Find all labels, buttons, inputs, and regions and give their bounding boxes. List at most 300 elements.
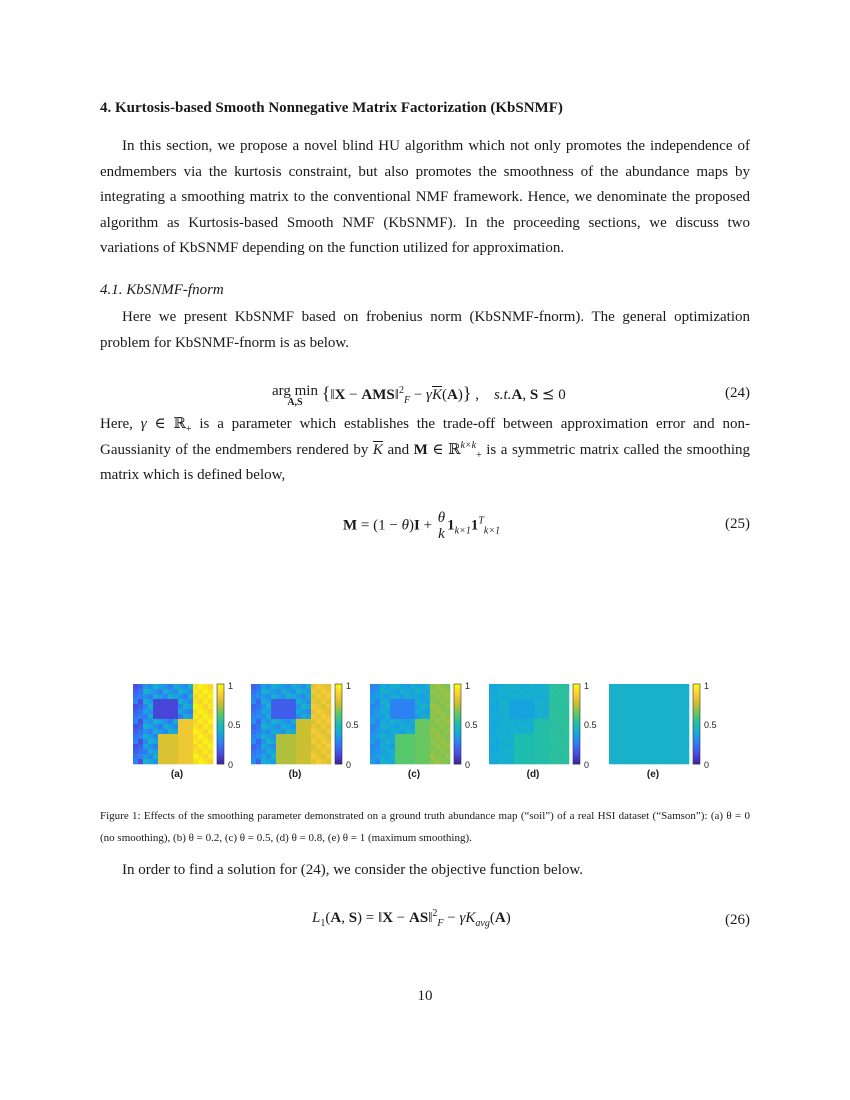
abundance-pixel bbox=[544, 689, 549, 694]
abundance-pixel bbox=[148, 719, 153, 724]
abundance-pixel bbox=[390, 709, 395, 714]
abundance-pixel bbox=[188, 744, 193, 749]
abundance-pixel bbox=[306, 719, 311, 724]
abundance-pixel bbox=[276, 734, 281, 739]
abundance-pixel bbox=[286, 694, 291, 699]
equation-24-number: (24) bbox=[725, 385, 750, 401]
abundance-pixel bbox=[168, 754, 173, 759]
abundance-pixel bbox=[193, 724, 198, 729]
abundance-pixel bbox=[494, 734, 499, 739]
abundance-pixel bbox=[178, 704, 183, 709]
colorbar-tick-label: 0 bbox=[704, 760, 710, 770]
abundance-pixel bbox=[435, 744, 440, 749]
abundance-pixel bbox=[410, 724, 415, 729]
abundance-pixel bbox=[133, 714, 138, 719]
abundance-pixel bbox=[549, 749, 554, 754]
abundance-pixel bbox=[554, 719, 559, 724]
abundance-pixel bbox=[405, 709, 410, 714]
abundance-pixel bbox=[514, 709, 519, 714]
abundance-pixel bbox=[193, 694, 198, 699]
abundance-pixel bbox=[634, 689, 639, 694]
abundance-pixel bbox=[614, 684, 619, 689]
abundance-pixel bbox=[321, 689, 326, 694]
abundance-pixel bbox=[529, 759, 534, 764]
abundance-pixel bbox=[534, 724, 539, 729]
abundance-pixel bbox=[390, 734, 395, 739]
abundance-pixel bbox=[311, 694, 316, 699]
figure-caption: Figure 1: Effects of the smoothing parameter demonstrated on a ground truth abundance map (“soil”) of a real HSI dataset (“Samson”): (a) θ = 0 (no smoothing), (b) θ = 0.2, (c) θ = 0.5, (d) θ = 0.8, (e) θ = 1 (maximum smoothing). bbox=[100, 810, 750, 844]
abundance-pixel bbox=[306, 699, 311, 704]
abundance-pixel bbox=[519, 719, 524, 724]
abundance-pixel bbox=[659, 709, 664, 714]
abundance-pixel bbox=[153, 759, 158, 764]
abundance-pixel bbox=[405, 719, 410, 724]
abundance-pixel bbox=[529, 699, 534, 704]
abundance-pixel bbox=[375, 684, 380, 689]
abundance-pixel bbox=[559, 704, 564, 709]
abundance-pixel bbox=[316, 714, 321, 719]
abundance-pixel bbox=[188, 684, 193, 689]
abundance-pixel bbox=[614, 724, 619, 729]
abundance-pixel bbox=[614, 704, 619, 709]
abundance-pixel bbox=[321, 759, 326, 764]
abundance-pixel bbox=[256, 734, 261, 739]
abundance-pixel bbox=[321, 699, 326, 704]
abundance-pixel bbox=[311, 709, 316, 714]
abundance-pixel bbox=[173, 719, 178, 724]
abundance-pixel bbox=[514, 749, 519, 754]
abundance-pixel bbox=[375, 749, 380, 754]
abundance-pixel bbox=[425, 719, 430, 724]
abundance-pixel bbox=[256, 759, 261, 764]
abundance-pixel bbox=[256, 739, 261, 744]
abundance-pixel bbox=[385, 694, 390, 699]
abundance-pixel bbox=[208, 739, 213, 744]
abundance-pixel bbox=[291, 689, 296, 694]
abundance-pixel bbox=[504, 729, 509, 734]
abundance-pixel bbox=[554, 704, 559, 709]
abundance-pixel bbox=[286, 739, 291, 744]
abundance-pixel bbox=[664, 729, 669, 734]
abundance-pixel bbox=[644, 719, 649, 724]
abundance-pixel bbox=[619, 684, 624, 689]
abundance-pixel bbox=[281, 739, 286, 744]
abundance-pixel bbox=[395, 729, 400, 734]
abundance-pixel bbox=[415, 714, 420, 719]
abundance-pixel bbox=[198, 724, 203, 729]
abundance-pixel bbox=[544, 729, 549, 734]
abundance-pixel bbox=[649, 754, 654, 759]
abundance-pixel bbox=[168, 749, 173, 754]
abundance-pixel bbox=[390, 689, 395, 694]
abundance-pixel bbox=[291, 739, 296, 744]
abundance-pixel bbox=[173, 714, 178, 719]
abundance-pixel bbox=[420, 719, 425, 724]
abundance-pixel bbox=[203, 734, 208, 739]
abundance-pixel bbox=[440, 724, 445, 729]
abundance-pixel bbox=[519, 724, 524, 729]
abundance-pixel bbox=[395, 719, 400, 724]
abundance-pixel bbox=[669, 739, 674, 744]
abundance-pixel bbox=[281, 709, 286, 714]
abundance-pixel bbox=[370, 734, 375, 739]
abundance-pixel bbox=[539, 739, 544, 744]
abundance-pixel bbox=[208, 749, 213, 754]
abundance-pixel bbox=[198, 759, 203, 764]
abundance-pixel bbox=[198, 699, 203, 704]
abundance-pixel bbox=[614, 754, 619, 759]
abundance-pixel bbox=[208, 684, 213, 689]
abundance-pixel bbox=[420, 749, 425, 754]
abundance-pixel bbox=[674, 694, 679, 699]
abundance-pixel bbox=[549, 729, 554, 734]
abundance-pixel bbox=[163, 759, 168, 764]
abundance-pixel bbox=[370, 714, 375, 719]
abundance-pixel bbox=[654, 694, 659, 699]
abundance-pixel bbox=[276, 724, 281, 729]
abundance-pixel bbox=[168, 744, 173, 749]
abundance-pixel bbox=[644, 714, 649, 719]
abundance-pixel bbox=[296, 739, 301, 744]
abundance-pixel bbox=[644, 759, 649, 764]
abundance-pixel bbox=[609, 684, 614, 689]
abundance-pixel bbox=[138, 749, 143, 754]
abundance-pixel bbox=[256, 699, 261, 704]
abundance-pixel bbox=[281, 714, 286, 719]
abundance-pixel bbox=[395, 734, 400, 739]
abundance-pixel bbox=[203, 729, 208, 734]
abundance-pixel bbox=[281, 729, 286, 734]
abundance-pixel bbox=[435, 724, 440, 729]
abundance-pixel bbox=[539, 724, 544, 729]
abundance-pixel bbox=[188, 754, 193, 759]
abundance-pixel bbox=[306, 754, 311, 759]
abundance-pixel bbox=[649, 694, 654, 699]
abundance-pixel bbox=[321, 749, 326, 754]
abundance-pixel bbox=[173, 739, 178, 744]
abundance-pixel bbox=[445, 689, 450, 694]
subsection-paragraph: Here we present KbSNMF based on frobenius norm (KbSNMF-fnorm). The general optimization problem for KbSNMF-fnorm is as below. bbox=[100, 309, 750, 351]
abundance-pixel bbox=[390, 724, 395, 729]
abundance-pixel bbox=[380, 704, 385, 709]
abundance-pixel bbox=[494, 729, 499, 734]
abundance-pixel bbox=[559, 734, 564, 739]
abundance-pixel bbox=[534, 689, 539, 694]
figure-panel bbox=[133, 678, 248, 778]
abundance-pixel bbox=[669, 704, 674, 709]
equation-25-body: M = (1 − θ)I + θ k $1_{k\times 1}1^T_{k\times 1}$ bbox=[343, 510, 501, 542]
abundance-pixel bbox=[163, 744, 168, 749]
abundance-pixel bbox=[296, 744, 301, 749]
abundance-pixel bbox=[326, 719, 331, 724]
figure-1 bbox=[133, 678, 718, 778]
abundance-pixel bbox=[286, 749, 291, 754]
abundance-pixel bbox=[301, 759, 306, 764]
abundance-pixel bbox=[370, 694, 375, 699]
abundance-pixel bbox=[415, 724, 420, 729]
abundance-pixel bbox=[261, 729, 266, 734]
abundance-pixel bbox=[405, 739, 410, 744]
abundance-pixel bbox=[400, 744, 405, 749]
abundance-pixel bbox=[420, 684, 425, 689]
figure-panel bbox=[609, 678, 724, 778]
abundance-pixel bbox=[679, 759, 684, 764]
abundance-pixel bbox=[489, 684, 494, 689]
abundance-pixel bbox=[624, 734, 629, 739]
abundance-pixel bbox=[168, 724, 173, 729]
abundance-pixel bbox=[544, 699, 549, 704]
abundance-pixel bbox=[405, 754, 410, 759]
abundance-pixel bbox=[306, 694, 311, 699]
abundance-pixel bbox=[286, 689, 291, 694]
abundance-pixel bbox=[256, 724, 261, 729]
abundance-pixel bbox=[514, 714, 519, 719]
abundance-pixel bbox=[534, 759, 539, 764]
abundance-pixel bbox=[198, 689, 203, 694]
abundance-pixel bbox=[639, 749, 644, 754]
abundance-pixel bbox=[370, 759, 375, 764]
abundance-pixel bbox=[316, 749, 321, 754]
abundance-pixel bbox=[158, 759, 163, 764]
abundance-pixel bbox=[168, 734, 173, 739]
abundance-pixel bbox=[534, 754, 539, 759]
abundance-pixel bbox=[311, 729, 316, 734]
abundance-pixel bbox=[203, 694, 208, 699]
abundance-pixel bbox=[256, 729, 261, 734]
abundance-pixel bbox=[634, 744, 639, 749]
abundance-pixel bbox=[649, 739, 654, 744]
abundance-pixel bbox=[148, 699, 153, 704]
colorbar-tick-label: 1 bbox=[704, 681, 710, 691]
abundance-pixel bbox=[549, 754, 554, 759]
abundance-pixel bbox=[266, 754, 271, 759]
abundance-pixel bbox=[405, 744, 410, 749]
abundance-pixel bbox=[634, 759, 639, 764]
abundance-pixel bbox=[198, 749, 203, 754]
abundance-pixel bbox=[445, 734, 450, 739]
abundance-pixel bbox=[286, 714, 291, 719]
abundance-pixel bbox=[148, 759, 153, 764]
abundance-pixel bbox=[153, 729, 158, 734]
abundance-pixel bbox=[326, 759, 331, 764]
abundance-pixel bbox=[375, 719, 380, 724]
abundance-pixel bbox=[203, 709, 208, 714]
colorbar-tick-label: 1 bbox=[346, 681, 352, 691]
abundance-pixel bbox=[639, 684, 644, 689]
abundance-pixel bbox=[133, 704, 138, 709]
abundance-pixel bbox=[203, 684, 208, 689]
abundance-pixel bbox=[549, 689, 554, 694]
abundance-pixel bbox=[405, 694, 410, 699]
abundance-pixel bbox=[425, 704, 430, 709]
abundance-pixel bbox=[321, 719, 326, 724]
abundance-pixel bbox=[509, 754, 514, 759]
abundance-pixel bbox=[619, 714, 624, 719]
abundance-pixel bbox=[301, 714, 306, 719]
abundance-pixel bbox=[519, 704, 524, 709]
abundance-pixel bbox=[639, 754, 644, 759]
abundance-pixel bbox=[281, 759, 286, 764]
abundance-pixel bbox=[133, 734, 138, 739]
abundance-pixel bbox=[415, 734, 420, 739]
abundance-pixel bbox=[564, 704, 569, 709]
colorbar-tick-label: 1 bbox=[584, 681, 590, 691]
abundance-pixel bbox=[198, 704, 203, 709]
abundance-pixel bbox=[188, 694, 193, 699]
abundance-pixel bbox=[609, 709, 614, 714]
abundance-pixel bbox=[524, 714, 529, 719]
abundance-pixel bbox=[659, 749, 664, 754]
abundance-pixel bbox=[138, 729, 143, 734]
abundance-pixel bbox=[654, 689, 659, 694]
abundance-pixel bbox=[311, 704, 316, 709]
abundance-pixel bbox=[198, 754, 203, 759]
abundance-pixel bbox=[529, 744, 534, 749]
abundance-pixel bbox=[549, 709, 554, 714]
abundance-pixel bbox=[415, 739, 420, 744]
abundance-pixel bbox=[256, 744, 261, 749]
abundance-pixel bbox=[430, 714, 435, 719]
abundance-pixel bbox=[395, 684, 400, 689]
abundance-pixel bbox=[301, 684, 306, 689]
abundance-pixel bbox=[509, 734, 514, 739]
gamma-paragraph: Here, γ ∈ ℝ$_+$ is a parameter which establishes the trade-off between approximation error and non-Gaussianity of the endmembers rendered by $\overline{K}$ and M ∈ ℝ$^{k\times k}_+$ is a symmetric matrix called the smoothing matrix which is defined below, bbox=[100, 416, 750, 483]
abundance-pixel bbox=[524, 699, 529, 704]
abundance-pixel bbox=[271, 704, 276, 709]
abundance-pixel bbox=[291, 759, 296, 764]
abundance-pixel bbox=[326, 694, 331, 699]
abundance-pixel bbox=[425, 689, 430, 694]
abundance-pixel bbox=[385, 704, 390, 709]
abundance-pixel bbox=[519, 749, 524, 754]
abundance-pixel bbox=[380, 749, 385, 754]
abundance-pixel bbox=[619, 754, 624, 759]
abundance-pixel bbox=[251, 749, 256, 754]
abundance-pixel bbox=[659, 699, 664, 704]
abundance-pixel bbox=[445, 714, 450, 719]
abundance-pixel bbox=[425, 754, 430, 759]
abundance-pixel bbox=[674, 724, 679, 729]
abundance-pixel bbox=[138, 759, 143, 764]
abundance-pixel bbox=[385, 749, 390, 754]
panel-label: (e) bbox=[646, 769, 660, 780]
abundance-pixel bbox=[281, 724, 286, 729]
abundance-pixel bbox=[559, 754, 564, 759]
abundance-pixel bbox=[415, 699, 420, 704]
abundance-pixel bbox=[619, 719, 624, 724]
abundance-pixel bbox=[529, 704, 534, 709]
intro-paragraph: In this section, we propose a novel blind HU algorithm which not only promotes the independence of endmembers via the kurtosis constraint, but also promotes the smoothness of the abundance maps by integrating a smoothing matrix to the conventional NMF framework. Hence, we denominate the proposed algorithm as Kurtosis-based Smooth NMF (KbSNMF). In the proceeding sections, we discuss two variations of KbSNMF depending on the function utilized for approximation. bbox=[100, 138, 750, 256]
abundance-pixel bbox=[659, 719, 664, 724]
abundance-pixel bbox=[619, 699, 624, 704]
abundance-pixel bbox=[148, 749, 153, 754]
abundance-pixel bbox=[659, 714, 664, 719]
abundance-pixel bbox=[266, 699, 271, 704]
abundance-pixel bbox=[679, 699, 684, 704]
abundance-pixel bbox=[425, 714, 430, 719]
abundance-pixel bbox=[173, 709, 178, 714]
abundance-pixel bbox=[529, 754, 534, 759]
abundance-pixel bbox=[684, 759, 689, 764]
abundance-pixel bbox=[316, 689, 321, 694]
abundance-pixel bbox=[634, 724, 639, 729]
abundance-pixel bbox=[509, 744, 514, 749]
abundance-pixel bbox=[614, 734, 619, 739]
abundance-pixel bbox=[415, 749, 420, 754]
abundance-pixel bbox=[163, 684, 168, 689]
abundance-pixel bbox=[276, 759, 281, 764]
abundance-pixel bbox=[514, 744, 519, 749]
abundance-pixel bbox=[544, 694, 549, 699]
abundance-pixel bbox=[261, 689, 266, 694]
colorbar-tick-label: 0 bbox=[465, 760, 471, 770]
abundance-pixel bbox=[400, 749, 405, 754]
abundance-pixel bbox=[430, 689, 435, 694]
abundance-pixel bbox=[286, 744, 291, 749]
abundance-pixel bbox=[405, 684, 410, 689]
abundance-pixel bbox=[679, 734, 684, 739]
abundance-pixel bbox=[251, 709, 256, 714]
abundance-pixel bbox=[669, 714, 674, 719]
abundance-pixel bbox=[395, 714, 400, 719]
abundance-pixel bbox=[316, 759, 321, 764]
abundance-pixel bbox=[684, 684, 689, 689]
abundance-pixel bbox=[679, 754, 684, 759]
abundance-pixel bbox=[405, 729, 410, 734]
abundance-pixel bbox=[489, 734, 494, 739]
abundance-pixel bbox=[539, 709, 544, 714]
abundance-pixel bbox=[316, 744, 321, 749]
abundance-pixel bbox=[430, 754, 435, 759]
abundance-pixel bbox=[153, 689, 158, 694]
abundance-pixel bbox=[494, 754, 499, 759]
abundance-pixel bbox=[400, 714, 405, 719]
abundance-pixel bbox=[311, 759, 316, 764]
abundance-pixel bbox=[559, 744, 564, 749]
abundance-pixel bbox=[281, 699, 286, 704]
abundance-pixel bbox=[153, 704, 158, 709]
abundance-pixel bbox=[163, 719, 168, 724]
abundance-pixel bbox=[208, 714, 213, 719]
abundance-pixel bbox=[544, 684, 549, 689]
abundance-pixel bbox=[554, 699, 559, 704]
abundance-pixel bbox=[410, 694, 415, 699]
abundance-pixel bbox=[519, 709, 524, 714]
abundance-pixel bbox=[509, 724, 514, 729]
abundance-pixel bbox=[684, 749, 689, 754]
abundance-pixel bbox=[168, 729, 173, 734]
abundance-pixel bbox=[435, 699, 440, 704]
abundance-pixel bbox=[276, 699, 281, 704]
abundance-pixel bbox=[370, 684, 375, 689]
abundance-pixel bbox=[326, 734, 331, 739]
abundance-pixel bbox=[380, 699, 385, 704]
abundance-pixel bbox=[679, 714, 684, 719]
abundance-pixel bbox=[669, 684, 674, 689]
abundance-pixel bbox=[208, 724, 213, 729]
abundance-pixel bbox=[649, 759, 654, 764]
abundance-pixel bbox=[148, 684, 153, 689]
abundance-pixel bbox=[440, 689, 445, 694]
abundance-pixel bbox=[435, 714, 440, 719]
abundance-pixel bbox=[198, 719, 203, 724]
abundance-pixel bbox=[549, 699, 554, 704]
abundance-pixel bbox=[316, 739, 321, 744]
abundance-pixel bbox=[674, 684, 679, 689]
abundance-pixel bbox=[276, 704, 281, 709]
abundance-pixel bbox=[138, 724, 143, 729]
abundance-pixel bbox=[390, 699, 395, 704]
